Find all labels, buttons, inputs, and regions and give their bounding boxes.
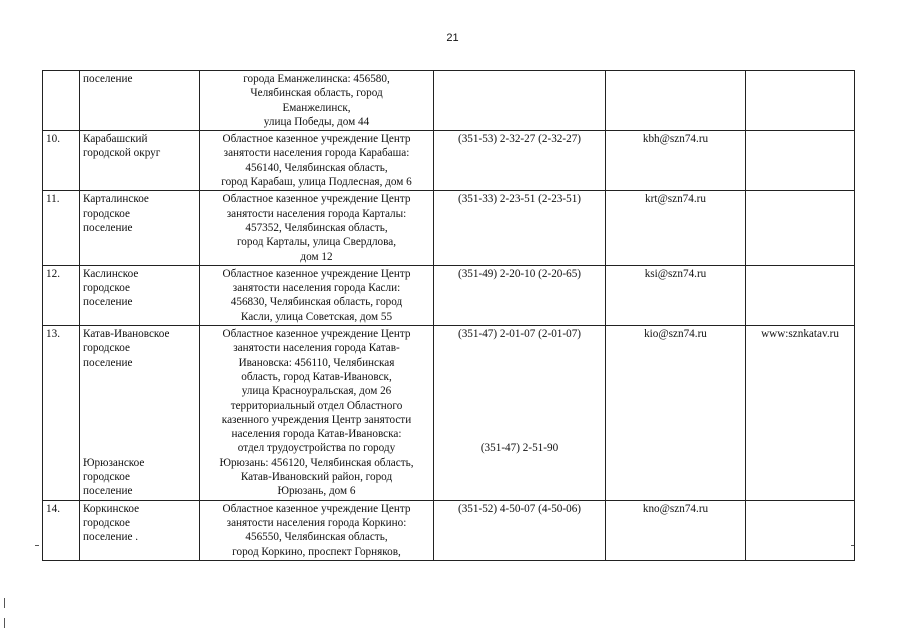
phone-cell xyxy=(434,326,606,501)
organization-cell xyxy=(200,131,434,191)
cell-line: Касли, улица Советская, дом 55 xyxy=(240,310,393,323)
cell-text: kbh@szn74.ru xyxy=(642,133,709,146)
cell-text: (351-33) 2-23-51 (2-23-51) xyxy=(457,193,582,206)
row-number xyxy=(43,500,80,560)
table-row xyxy=(43,131,855,191)
phone-secondary: (351-47) 2-51-90 xyxy=(480,442,559,455)
row-number xyxy=(43,326,80,501)
organization-cell xyxy=(200,265,434,325)
table-row xyxy=(43,191,855,265)
cell-line: занятости населения города Коркино: xyxy=(226,516,407,529)
cell-line: Еманжелинск, xyxy=(282,101,351,114)
cell-line: Карабашский xyxy=(83,133,148,146)
cell-line: Ивановска: 456110, Челябинская xyxy=(238,356,395,369)
table-row xyxy=(43,71,855,131)
cell-line: город Карталы, улица Свердлова, xyxy=(236,236,397,249)
cell-line: поселение xyxy=(83,296,133,309)
cell-line: поселение . xyxy=(83,531,139,544)
cell-line: поселение xyxy=(83,73,133,85)
cell-line: область, город Катав-Ивановск, xyxy=(241,370,392,383)
row-number xyxy=(43,265,80,325)
scan-mark xyxy=(4,618,5,628)
cell-line: Областное казенное учреждение Центр xyxy=(222,267,411,280)
cell-line: город Карабаш, улица Подлесная, дом 6 xyxy=(221,176,412,189)
cell-line: занятости населения города Катав- xyxy=(233,342,400,355)
cell-line: Областное казенное учреждение Центр xyxy=(222,502,411,515)
cell-text: (351-52) 4-50-07 (4-50-06) xyxy=(457,502,582,515)
organization-cell xyxy=(200,326,434,501)
territory-cell xyxy=(80,326,200,501)
cell-line: Челябинская область, город xyxy=(250,87,383,100)
cell-text: (351-47) 2-01-07 (2-01-07) xyxy=(457,328,582,341)
cell-text: 14. xyxy=(46,502,60,515)
website-cell xyxy=(746,265,855,325)
cell-line: населения города Катав-Ивановска: xyxy=(231,428,402,441)
cell-line: 456550, Челябинская область, xyxy=(245,531,388,544)
cell-text: kno@szn74.ru xyxy=(642,502,709,515)
phone-cell xyxy=(434,131,606,191)
cell-line: городское xyxy=(83,282,130,295)
table-row xyxy=(43,265,855,325)
cell-line: Карталинское xyxy=(83,193,149,206)
cell-text: ksi@szn74.ru xyxy=(644,267,707,280)
phone-cell xyxy=(434,500,606,560)
cell-text: 11. xyxy=(46,193,60,206)
cell-line: городское xyxy=(83,207,130,220)
email-cell xyxy=(606,326,746,501)
row-number xyxy=(43,71,80,131)
cell-line: городское xyxy=(83,471,130,484)
cell-line: Юрюзань: 456120, Челябинская область, xyxy=(219,456,414,469)
cell-line: Юрюзань, дом 6 xyxy=(277,485,356,498)
territory-cell xyxy=(80,71,200,131)
cell-line: городской округ xyxy=(83,147,161,160)
cell-line: поселение xyxy=(83,356,133,369)
organization-cell xyxy=(200,71,434,131)
cell-line: города Еманжелинска: 456580, xyxy=(243,73,390,85)
email-cell xyxy=(606,265,746,325)
cell-line: отдел трудоустройства по городу xyxy=(237,442,396,455)
cell-line: Областное казенное учреждение Центр xyxy=(222,193,411,206)
cell-line: занятости населения города Касли: xyxy=(232,282,401,295)
cell-line: Областное казенное учреждение Центр xyxy=(222,328,411,341)
phone-cell xyxy=(434,265,606,325)
cell-text: www:sznkatav.ru xyxy=(761,328,839,341)
cell-line: дом 12 xyxy=(300,250,333,263)
email-cell xyxy=(606,71,746,131)
cell-line: 457352, Челябинская область, xyxy=(245,221,388,234)
cell-text: kio@szn74.ru xyxy=(644,328,707,341)
cell-line: Катав-Ивановский район, город xyxy=(240,471,393,484)
cell-line: Юрюзанское xyxy=(83,456,145,469)
scan-mark xyxy=(4,598,5,608)
cell-text: krt@szn74.ru xyxy=(645,193,706,206)
territory-cell xyxy=(80,191,200,265)
cell-line: поселение xyxy=(83,221,133,234)
cell-text: (351-49) 2-20-10 (2-20-65) xyxy=(457,267,582,280)
cell-text: (351-53) 2-32-27 (2-32-27) xyxy=(457,133,582,146)
cell-text: 13. xyxy=(46,328,60,341)
email-cell xyxy=(606,191,746,265)
cell-line: территориальный отдел Областного xyxy=(230,399,403,412)
cell-line: городское xyxy=(83,516,130,529)
phone-cell xyxy=(434,191,606,265)
website-cell xyxy=(746,131,855,191)
cell-line: Коркинское xyxy=(83,502,140,515)
employment-centers-table xyxy=(42,70,855,561)
page-number: 21 xyxy=(446,32,459,44)
cell-line: 456830, Челябинская область, город xyxy=(230,296,403,309)
cell-line: улица Красноуральская, дом 26 xyxy=(241,385,392,398)
territory-cell xyxy=(80,500,200,560)
cell-line: Катав-Ивановское xyxy=(83,328,170,341)
territory-cell xyxy=(80,131,200,191)
organization-cell xyxy=(200,191,434,265)
territory-cell xyxy=(80,265,200,325)
email-cell xyxy=(606,500,746,560)
cell-line: занятости населения города Карабаша: xyxy=(223,147,410,160)
scan-mark xyxy=(35,545,39,546)
cell-line: город Коркино, проспект Горняков, xyxy=(232,545,401,558)
cell-line: Каслинское xyxy=(83,267,139,280)
website-cell xyxy=(746,500,855,560)
table-row xyxy=(43,326,855,501)
cell-text: 10. xyxy=(46,133,60,146)
cell-line: занятости населения города Карталы: xyxy=(226,207,407,220)
cell-line: улица Победы, дом 44 xyxy=(263,115,370,128)
email-cell xyxy=(606,131,746,191)
cell-line: Областное казенное учреждение Центр xyxy=(222,133,411,146)
cell-line: 456140, Челябинская область, xyxy=(245,161,388,174)
website-cell xyxy=(746,191,855,265)
cell-text: 12. xyxy=(46,267,60,280)
website-cell xyxy=(746,71,855,131)
scan-mark xyxy=(851,545,854,546)
row-number xyxy=(43,131,80,191)
cell-line: поселение xyxy=(83,485,133,498)
phone-cell xyxy=(434,71,606,131)
cell-line: казенного учреждения Центр занятости xyxy=(221,413,412,426)
row-number xyxy=(43,191,80,265)
cell-line: городское xyxy=(83,342,130,355)
website-cell xyxy=(746,326,855,501)
table-row xyxy=(43,500,855,560)
organization-cell xyxy=(200,500,434,560)
